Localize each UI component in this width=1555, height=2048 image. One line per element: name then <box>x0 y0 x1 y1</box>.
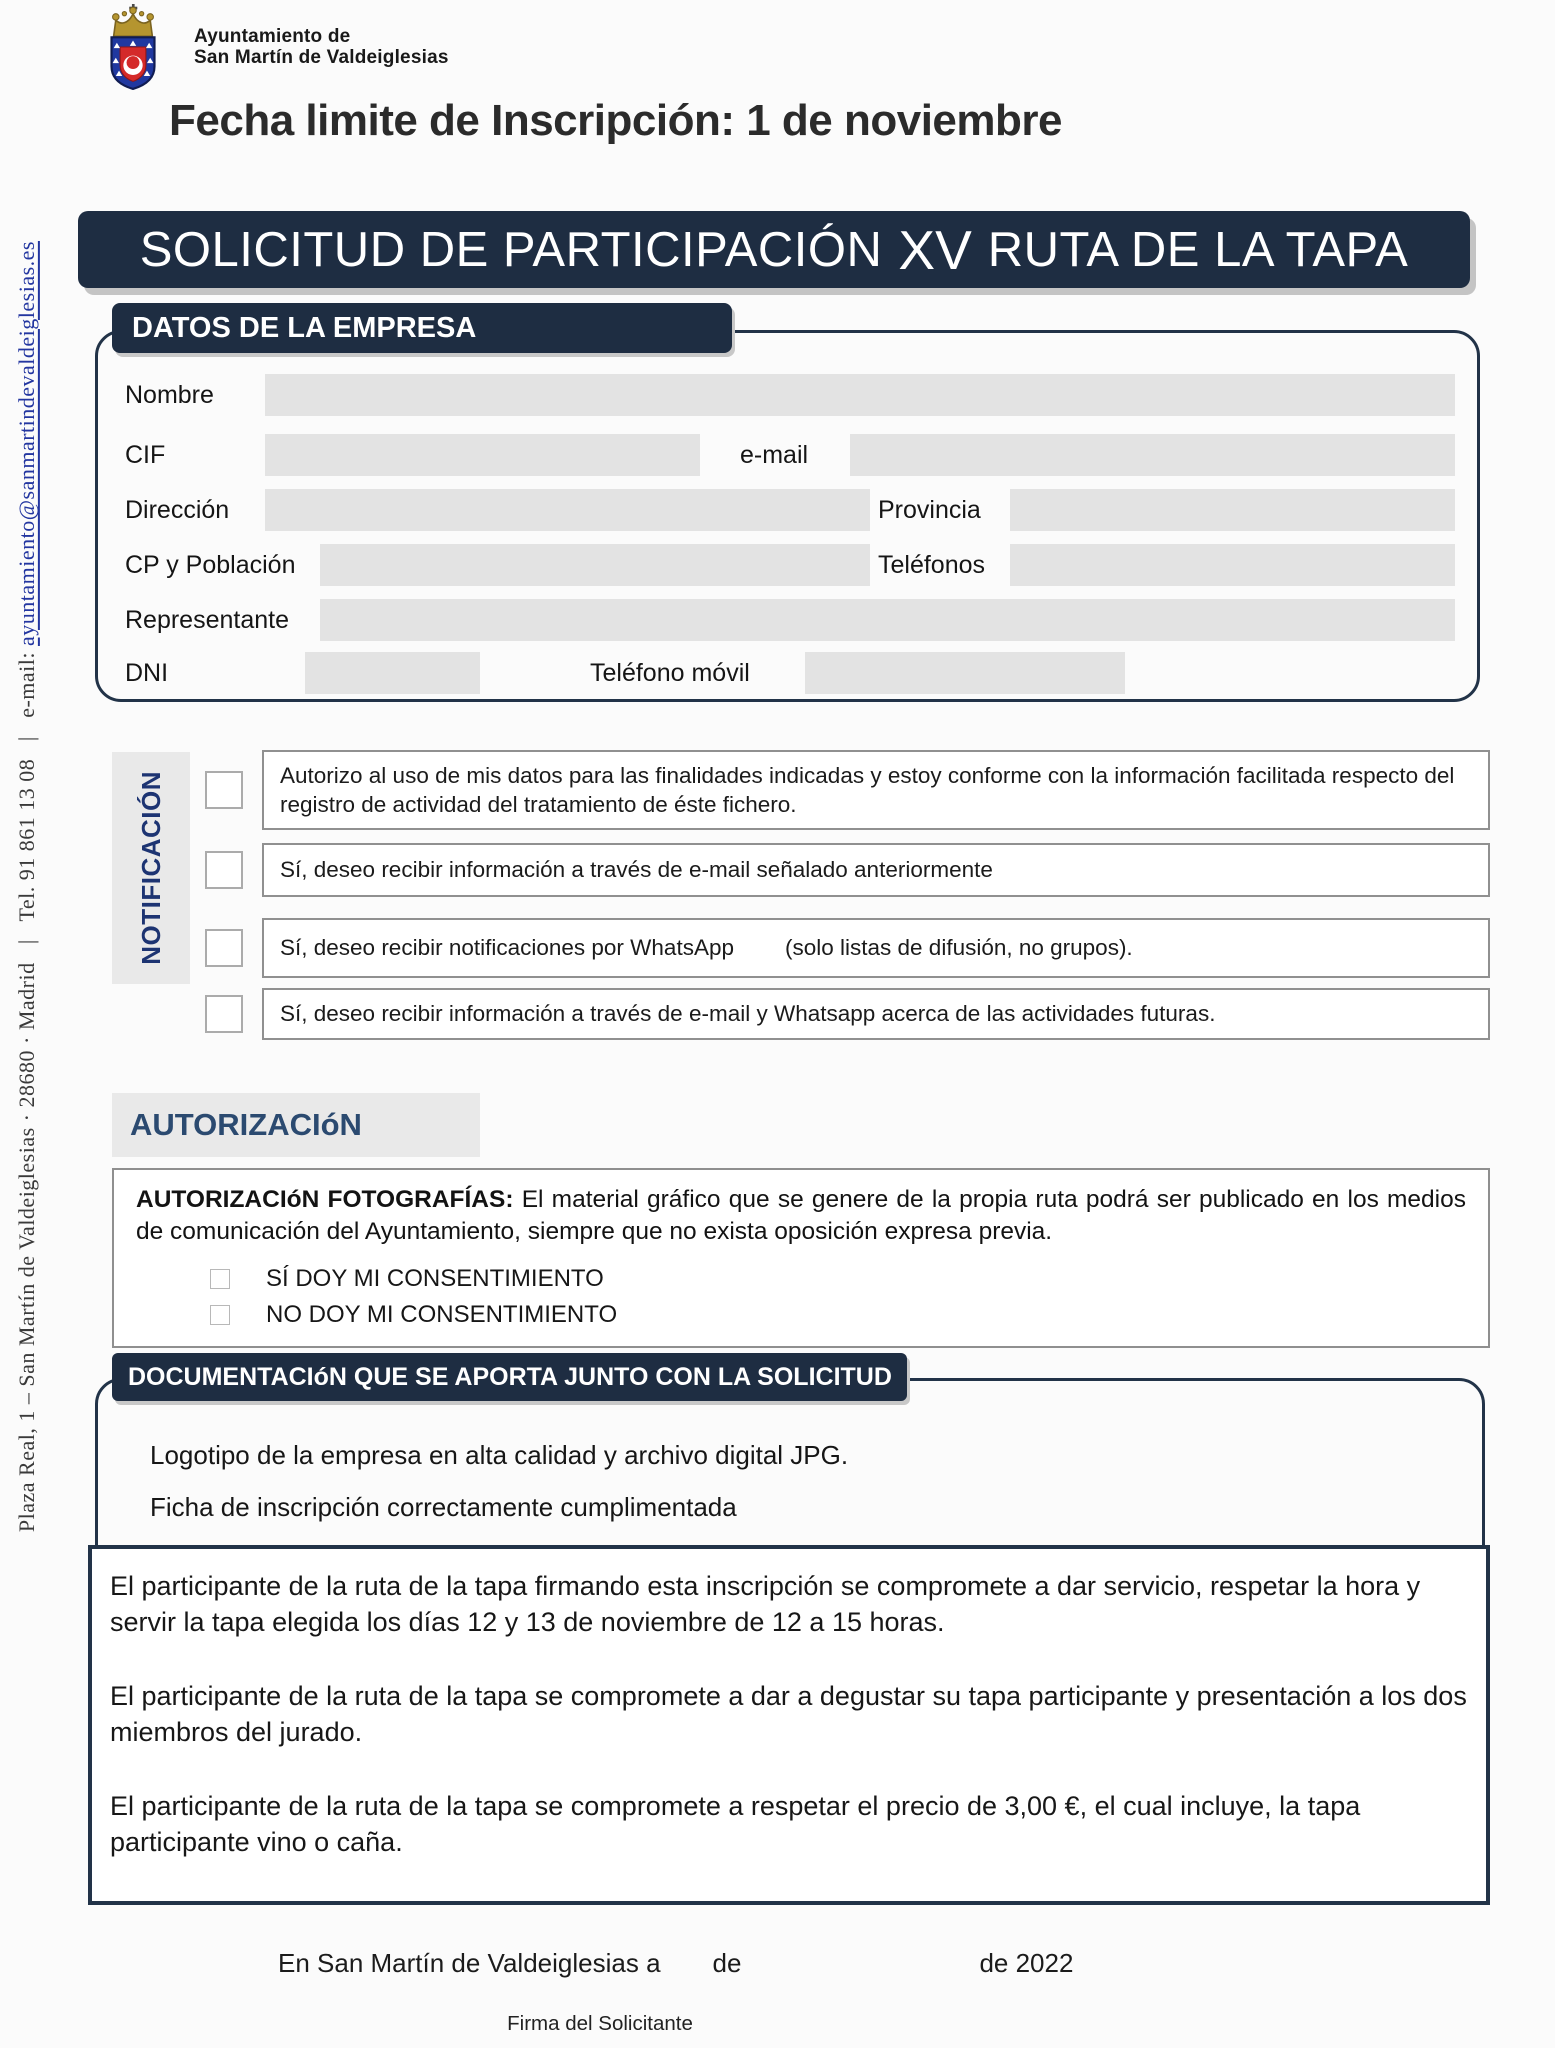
coat-of-arms-icon <box>80 4 186 90</box>
consent-yes-label: SÍ DOY MI CONSENTIMIENTO <box>266 1264 604 1292</box>
doc-item-ficha: Ficha de inscripción correctamente cumplimentada <box>150 1492 737 1522</box>
date-text-place: En San Martín de Valdeiglesias a <box>278 1948 661 1978</box>
notificacion-section-label <box>112 752 190 984</box>
field-row-representante <box>125 598 1455 642</box>
notif-text: Sí, deseo recibir información a través de e-mail señalado anteriormente <box>280 857 993 883</box>
banner-edition-numeral: XV <box>898 218 972 281</box>
field-row-direccion-provincia <box>125 488 1455 532</box>
compromisos-box <box>88 1545 1490 1905</box>
consent-no-checkbox[interactable] <box>210 1305 230 1325</box>
notif-row-email-whatsapp <box>205 988 1490 1040</box>
nombre-input[interactable] <box>265 374 1455 416</box>
consent-options <box>210 1265 1488 1329</box>
consent-yes-checkbox[interactable] <box>210 1269 230 1289</box>
doc-item-logotipo: Logotipo de la empresa en alta calidad y archivo digital JPG. <box>150 1440 849 1470</box>
documentacion-section-title: DOCUMENTACIóN QUE SE APORTA JUNTO CON LA SOLICITUD <box>112 1353 907 1401</box>
email-whatsapp-checkbox[interactable] <box>205 995 243 1033</box>
telefonos-label: Teléfonos <box>878 550 986 579</box>
consent-yes-row <box>210 1265 1488 1293</box>
provincia-label: Provincia <box>878 495 981 524</box>
compromiso-degustar: El participante de la ruta de la tapa se compromete a dar a degustar su tapa participante y presentación a los dos miembros del jurado. <box>110 1680 1467 1747</box>
representante-label: Representante <box>125 605 290 634</box>
autorizacion-fotografias-title: AUTORIZACIóN FOTOGRAFÍAS: <box>136 1186 514 1213</box>
notif-note: (solo listas de difusión, no grupos). <box>785 935 1133 961</box>
field-row-cp-telefonos <box>125 543 1455 587</box>
sidebar-email-label: e-mail: <box>14 652 39 719</box>
compromiso-precio: El participante de la ruta de la tapa se compromete a respetar el precio de 3,00 €, el cual incluye, la tapa participante vino o caña. <box>110 1790 1361 1857</box>
notif-row-datos <box>205 750 1490 830</box>
sidebar-phone: Tel. 91 861 13 08 <box>14 759 39 922</box>
notif-row-whatsapp <box>205 918 1490 978</box>
cp-poblacion-input[interactable] <box>320 544 870 586</box>
date-text-de: de <box>712 1948 742 1978</box>
cif-input[interactable] <box>265 434 700 476</box>
sidebar-separator: | <box>14 939 39 945</box>
form-title-banner <box>78 211 1470 288</box>
sidebar-email-link[interactable]: ayuntamiento@sanmartindevaldeiglesias.es <box>14 241 39 647</box>
direccion-input[interactable] <box>265 489 870 531</box>
email-input[interactable] <box>850 434 1455 476</box>
sidebar-separator: | <box>14 736 39 742</box>
consent-no-row <box>210 1301 1488 1329</box>
autorizacion-fotografias-box <box>112 1168 1490 1348</box>
deadline-title: Fecha limite de Inscripción: 1 de noviembre <box>169 96 1062 145</box>
direccion-label: Dirección <box>125 495 230 524</box>
autorizacion-fotografias-body: El material gráfico que se genere de la propia ruta podrá ser publicado en los medios de comunicación del Ayuntamiento, siempre que no exista oposición expresa previa. <box>136 1186 1466 1246</box>
compromiso-servicio: El participante de la ruta de la tapa firmando esta inscripción se compromete a dar servicio, respetar la hora y servir la tapa elegida los días 12 y 13 de noviembre de 12 a 15 horas. <box>110 1571 1421 1637</box>
whatsapp-notif-checkbox[interactable] <box>205 929 243 967</box>
firma-label: Firma del Solicitante <box>507 2012 693 2035</box>
representante-input[interactable] <box>320 599 1455 641</box>
notif-text: Sí, deseo recibir información a través de e-mail y Whatsapp acerca de las actividades futuras. <box>280 1001 1216 1027</box>
empresa-section-title: DATOS DE LA EMPRESA <box>112 303 732 353</box>
date-text-year: de 2022 <box>979 1948 1074 1978</box>
field-row-dni-movil <box>125 651 1455 695</box>
notif-row-email <box>205 843 1490 897</box>
contact-sidebar <box>14 241 40 1533</box>
notif-text: Autorizo al uso de mis datos para las finalidades indicadas y estoy conforme con la información facilitada respecto del registro de actividad del tratamiento de éste fichero. <box>280 762 1455 817</box>
notificacion-title: NOTIFICACIÓN <box>135 771 166 965</box>
autorizacion-fotografias-text <box>114 1170 1488 1249</box>
field-row-cif-email <box>125 433 1455 477</box>
telefono-movil-label: Teléfono móvil <box>590 658 750 687</box>
banner-text-right: RUTA DE LA TAPA <box>987 222 1409 277</box>
provincia-input[interactable] <box>1010 489 1455 531</box>
autorizacion-section-title: AUTORIZACIóN <box>112 1093 480 1157</box>
logo-line1: Ayuntamiento de <box>194 26 351 47</box>
municipal-logo <box>80 4 449 90</box>
cp-poblacion-label: CP y Población <box>125 550 296 579</box>
datos-consent-checkbox[interactable] <box>205 771 243 809</box>
dni-label: DNI <box>125 658 169 687</box>
consent-no-label: NO DOY MI CONSENTIMIENTO <box>266 1300 618 1328</box>
dni-input[interactable] <box>305 652 480 694</box>
email-info-checkbox[interactable] <box>205 851 243 889</box>
logo-org-name <box>194 26 449 68</box>
telefonos-input[interactable] <box>1010 544 1455 586</box>
logo-line2: San Martín de Valdeiglesias <box>194 47 449 68</box>
banner-text-left: SOLICITUD DE PARTICIPACIÓN <box>139 222 883 277</box>
notif-text: Sí, deseo recibir notificaciones por WhatsApp <box>280 935 734 961</box>
signature-date-line <box>278 1948 1073 1979</box>
nombre-label: Nombre <box>125 380 214 409</box>
field-row-nombre <box>125 373 1455 417</box>
telefono-movil-input[interactable] <box>805 652 1125 694</box>
sidebar-address: Plaza Real, 1 – San Martín de Valdeiglesias · 28680 · Madrid <box>14 962 39 1533</box>
cif-label: CIF <box>125 440 166 469</box>
email-label: e-mail <box>740 440 809 469</box>
